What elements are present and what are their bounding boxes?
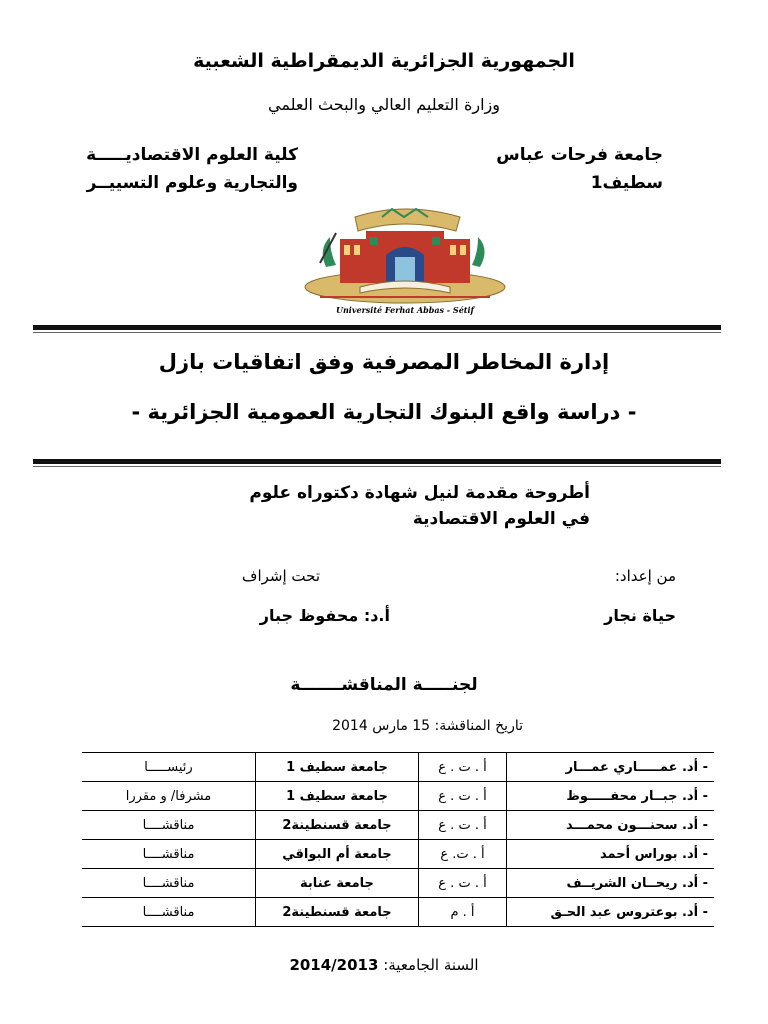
member-role: مناقشــــا [82,840,256,869]
member-name: - أد. جبــار محفـــــوظ [507,782,715,811]
member-role: مناقشــــا [82,869,256,898]
university-line-1: جامعة فرحات عباس [496,145,663,165]
university-logo-graphic [300,205,510,317]
defense-date: تاريخ المناقشة: 15 مارس 2014 [332,718,523,734]
member-role: رئيســـــا [82,753,256,782]
supervised-by-label: تحت إشراف [241,567,320,585]
member-university: جامعة عنابة [256,869,419,898]
academic-year-value: 2014/2013 [289,956,379,974]
member-role: مناقشــــا [82,898,256,927]
table-row [82,753,714,782]
member-rank: أ . ت . ع [419,782,507,811]
university-line-2: سطيف1 [590,173,663,193]
logo-caption: Université Ferhat Abbas - Sétif [336,305,474,315]
faculty-line-2: والتجارية وعلوم التسييــر [86,173,298,193]
title-divider-thin [33,466,721,467]
member-university: جامعة سطيف 1 [256,782,419,811]
member-name: - أد. ريحــان الشريــف [507,869,715,898]
thesis-subtitle: - دراسة واقع البنوك التجارية العمومية الجزائرية - [131,400,637,424]
title-divider-thick [33,459,721,464]
university-name [496,141,663,197]
member-rank: أ . ت. ع [419,840,507,869]
member-university: جامعة قسنطينة2 [256,811,419,840]
faculty-name [86,141,298,197]
header-divider-thin [33,332,721,333]
table-row [82,782,714,811]
academic-year [0,956,768,974]
degree-line-1: أطروحة مقدمة لنيل شهادة دكتوراه علوم [249,483,590,503]
table-row [82,840,714,869]
member-role: مشرفا/ و مقررا [82,782,256,811]
table-row [82,898,714,927]
member-name: - أد. سحنـــون محمـــد [507,811,715,840]
author-name: حياة نجار [604,606,676,625]
member-rank: أ . م [419,898,507,927]
member-rank: أ . ت . ع [419,811,507,840]
ministry-title: وزارة التعليم العالي والبحث العلمي [268,95,500,114]
republic-title: الجمهورية الجزائرية الديمقراطية الشعبية [193,50,575,72]
header-divider-thick [33,325,721,330]
member-university: جامعة سطيف 1 [256,753,419,782]
member-role: مناقشــــا [82,811,256,840]
prepared-by-label: من إعداد: [614,567,676,585]
member-university: جامعة قسنطينة2 [256,898,419,927]
table-row [82,811,714,840]
degree-line-2: في العلوم الاقتصادية [412,509,590,529]
member-name: - أد. بوعتروس عبد الحـق [507,898,715,927]
committee-table [82,752,714,927]
member-name: - أد. بوراس أحمد [507,840,715,869]
university-logo [300,205,510,317]
academic-year-label: السنة الجامعية: [383,956,479,974]
supervisor-name: أ.د: محفوظ جبار [259,606,390,625]
member-university: جامعة أم البواقي [256,840,419,869]
member-rank: أ . ت . ع [419,869,507,898]
member-name: - أد. عمـــــاري عمـــار [507,753,715,782]
table-row [82,869,714,898]
faculty-line-1: كلية العلوم الاقتصاديـــــة [86,145,298,165]
thesis-title: إدارة المخاطر المصرفية وفق اتفاقيات بازل [158,350,610,374]
member-rank: أ . ت . ع [419,753,507,782]
degree-statement [249,480,590,532]
committee-title: لجنـــــة المناقشـــــــة [290,675,478,695]
